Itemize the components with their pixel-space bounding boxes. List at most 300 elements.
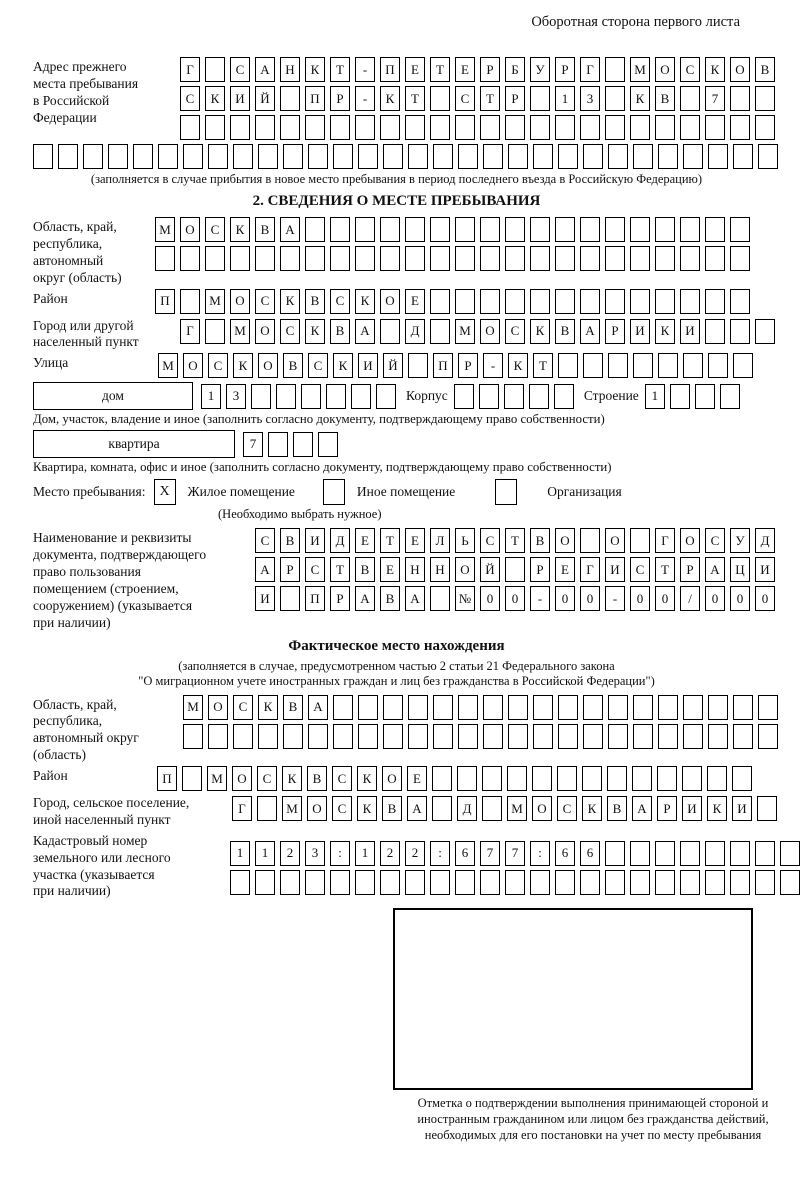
char-box[interactable]: Р [330, 586, 350, 611]
char-box[interactable]: Й [480, 557, 500, 582]
char-box[interactable] [730, 319, 750, 344]
checkbox-organizatsiya[interactable] [495, 479, 517, 505]
char-box[interactable]: В [255, 217, 275, 242]
char-box[interactable]: И [630, 319, 650, 344]
char-box[interactable] [733, 144, 753, 169]
char-box[interactable] [180, 115, 200, 140]
char-box[interactable]: 1 [555, 86, 575, 111]
char-box[interactable]: И [230, 86, 250, 111]
char-box[interactable]: А [580, 319, 600, 344]
char-box[interactable]: С [332, 766, 352, 791]
char-box[interactable] [555, 289, 575, 314]
char-box[interactable] [680, 246, 700, 271]
char-box[interactable]: О [680, 528, 700, 553]
char-box[interactable] [705, 870, 725, 895]
char-box[interactable]: 7 [505, 841, 525, 866]
char-box[interactable]: С [557, 796, 577, 821]
char-box[interactable]: С [480, 528, 500, 553]
char-box[interactable] [633, 353, 653, 378]
char-box[interactable] [608, 724, 628, 749]
char-box[interactable] [630, 289, 650, 314]
char-box[interactable] [280, 246, 300, 271]
char-box[interactable]: 0 [580, 586, 600, 611]
char-box[interactable]: О [307, 796, 327, 821]
char-box[interactable]: О [258, 353, 278, 378]
char-box[interactable]: А [308, 695, 328, 720]
char-box[interactable] [455, 870, 475, 895]
char-box[interactable]: В [755, 57, 775, 82]
char-box[interactable]: 0 [630, 586, 650, 611]
char-box[interactable] [730, 289, 750, 314]
char-box[interactable] [730, 217, 750, 242]
char-box[interactable] [605, 289, 625, 314]
char-box[interactable] [655, 870, 675, 895]
char-box[interactable]: Г [580, 57, 600, 82]
char-box[interactable]: 0 [705, 586, 725, 611]
char-box[interactable]: О [455, 557, 475, 582]
char-box[interactable]: И [680, 319, 700, 344]
char-box[interactable] [705, 289, 725, 314]
char-box[interactable] [555, 246, 575, 271]
char-box[interactable] [530, 246, 550, 271]
char-box[interactable]: : [330, 841, 350, 866]
char-box[interactable]: 2 [380, 841, 400, 866]
char-box[interactable] [530, 289, 550, 314]
char-box[interactable]: С [705, 528, 725, 553]
char-box[interactable] [380, 217, 400, 242]
char-box[interactable] [318, 432, 338, 457]
char-box[interactable] [383, 144, 403, 169]
char-box[interactable] [326, 384, 346, 409]
char-box[interactable] [255, 246, 275, 271]
char-box[interactable]: - [530, 586, 550, 611]
char-box[interactable] [405, 115, 425, 140]
char-box[interactable]: В [555, 319, 575, 344]
char-box[interactable] [355, 870, 375, 895]
char-box[interactable]: К [230, 217, 250, 242]
char-box[interactable] [308, 144, 328, 169]
char-box[interactable] [508, 695, 528, 720]
char-box[interactable] [657, 766, 677, 791]
char-box[interactable] [529, 384, 549, 409]
char-box[interactable] [183, 724, 203, 749]
char-box[interactable]: Г [180, 319, 200, 344]
char-box[interactable]: Ц [730, 557, 750, 582]
char-box[interactable] [558, 724, 578, 749]
char-box[interactable] [780, 841, 800, 866]
checkbox-inoe[interactable] [323, 479, 345, 505]
char-box[interactable] [408, 724, 428, 749]
char-box[interactable]: Е [405, 57, 425, 82]
char-box[interactable]: Т [380, 528, 400, 553]
char-box[interactable]: П [380, 57, 400, 82]
char-box[interactable] [305, 217, 325, 242]
char-box[interactable] [505, 246, 525, 271]
char-box[interactable] [755, 86, 775, 111]
char-box[interactable] [733, 724, 753, 749]
char-box[interactable]: - [483, 353, 503, 378]
char-box[interactable]: В [280, 528, 300, 553]
char-box[interactable] [658, 353, 678, 378]
char-box[interactable] [580, 217, 600, 242]
char-box[interactable] [280, 586, 300, 611]
char-box[interactable]: О [183, 353, 203, 378]
char-box[interactable] [458, 695, 478, 720]
char-box[interactable] [293, 432, 313, 457]
char-box[interactable]: 0 [480, 586, 500, 611]
char-box[interactable] [755, 115, 775, 140]
char-box[interactable]: В [380, 586, 400, 611]
char-box[interactable] [532, 766, 552, 791]
char-box[interactable] [205, 246, 225, 271]
char-box[interactable] [355, 246, 375, 271]
char-box[interactable]: С [257, 766, 277, 791]
char-box[interactable]: 2 [280, 841, 300, 866]
char-box[interactable]: Р [657, 796, 677, 821]
char-box[interactable]: К [205, 86, 225, 111]
char-box[interactable]: К [333, 353, 353, 378]
char-box[interactable]: Е [555, 557, 575, 582]
char-box[interactable]: О [480, 319, 500, 344]
char-box[interactable]: К [707, 796, 727, 821]
char-box[interactable] [333, 724, 353, 749]
char-box[interactable]: 1 [201, 384, 221, 409]
char-box[interactable] [432, 766, 452, 791]
char-box[interactable]: Т [330, 57, 350, 82]
char-box[interactable] [230, 115, 250, 140]
char-box[interactable] [554, 384, 574, 409]
char-box[interactable] [582, 766, 602, 791]
char-box[interactable] [670, 384, 690, 409]
char-box[interactable] [430, 319, 450, 344]
char-box[interactable]: П [433, 353, 453, 378]
char-box[interactable]: О [555, 528, 575, 553]
char-box[interactable]: И [305, 528, 325, 553]
char-box[interactable] [433, 724, 453, 749]
char-box[interactable] [605, 57, 625, 82]
char-box[interactable]: 3 [226, 384, 246, 409]
char-box[interactable]: В [330, 319, 350, 344]
char-box[interactable]: Г [180, 57, 200, 82]
char-box[interactable]: П [305, 86, 325, 111]
char-box[interactable]: А [255, 57, 275, 82]
char-box[interactable]: Е [380, 557, 400, 582]
char-box[interactable] [358, 724, 378, 749]
char-box[interactable]: 7 [705, 86, 725, 111]
char-box[interactable]: / [680, 586, 700, 611]
char-box[interactable] [655, 246, 675, 271]
char-box[interactable]: С [455, 86, 475, 111]
char-box[interactable] [408, 695, 428, 720]
char-box[interactable]: А [705, 557, 725, 582]
char-box[interactable] [580, 289, 600, 314]
char-box[interactable] [233, 144, 253, 169]
char-box[interactable] [205, 115, 225, 140]
char-box[interactable]: Е [405, 289, 425, 314]
char-box[interactable]: С [230, 57, 250, 82]
char-box[interactable] [480, 289, 500, 314]
char-box[interactable] [607, 766, 627, 791]
char-box[interactable] [430, 870, 450, 895]
char-box[interactable] [605, 86, 625, 111]
char-box[interactable]: Т [480, 86, 500, 111]
char-box[interactable] [680, 870, 700, 895]
char-box[interactable] [505, 217, 525, 242]
char-box[interactable]: Д [330, 528, 350, 553]
char-box[interactable] [605, 870, 625, 895]
char-box[interactable] [705, 115, 725, 140]
char-box[interactable] [633, 144, 653, 169]
char-box[interactable]: У [730, 528, 750, 553]
char-box[interactable] [233, 724, 253, 749]
char-box[interactable] [720, 384, 740, 409]
char-box[interactable] [705, 841, 725, 866]
char-box[interactable] [330, 246, 350, 271]
char-box[interactable] [205, 319, 225, 344]
char-box[interactable] [680, 289, 700, 314]
char-box[interactable] [333, 144, 353, 169]
char-box[interactable] [708, 724, 728, 749]
char-box[interactable] [408, 144, 428, 169]
char-box[interactable]: С [255, 528, 275, 553]
char-box[interactable] [255, 870, 275, 895]
char-box[interactable] [355, 217, 375, 242]
char-box[interactable] [408, 353, 428, 378]
char-box[interactable] [483, 695, 503, 720]
char-box[interactable]: И [605, 557, 625, 582]
char-box[interactable]: И [358, 353, 378, 378]
char-box[interactable]: О [605, 528, 625, 553]
char-box[interactable]: А [355, 319, 375, 344]
char-box[interactable] [633, 724, 653, 749]
char-box[interactable] [358, 144, 378, 169]
char-box[interactable] [683, 695, 703, 720]
char-box[interactable]: А [355, 586, 375, 611]
char-box[interactable]: 0 [730, 586, 750, 611]
char-box[interactable]: - [355, 86, 375, 111]
char-box[interactable]: Й [383, 353, 403, 378]
char-box[interactable]: Й [255, 86, 275, 111]
char-box[interactable]: Г [580, 557, 600, 582]
char-box[interactable]: 0 [655, 586, 675, 611]
char-box[interactable] [630, 217, 650, 242]
char-box[interactable] [205, 57, 225, 82]
char-box[interactable]: К [305, 319, 325, 344]
char-box[interactable]: Е [405, 528, 425, 553]
char-box[interactable] [708, 353, 728, 378]
char-box[interactable] [182, 766, 202, 791]
char-box[interactable]: Р [458, 353, 478, 378]
char-box[interactable]: В [307, 766, 327, 791]
char-box[interactable] [583, 724, 603, 749]
char-box[interactable]: С [205, 217, 225, 242]
char-box[interactable]: К [357, 796, 377, 821]
char-box[interactable]: Т [405, 86, 425, 111]
char-box[interactable]: Г [655, 528, 675, 553]
char-box[interactable]: О [208, 695, 228, 720]
char-box[interactable] [355, 115, 375, 140]
char-box[interactable]: С [680, 57, 700, 82]
char-box[interactable] [305, 115, 325, 140]
char-box[interactable] [380, 115, 400, 140]
char-box[interactable] [480, 870, 500, 895]
char-box[interactable] [780, 870, 800, 895]
char-box[interactable]: М [158, 353, 178, 378]
char-box[interactable]: К [280, 289, 300, 314]
char-box[interactable]: 1 [230, 841, 250, 866]
char-box[interactable]: С [505, 319, 525, 344]
char-box[interactable] [758, 144, 778, 169]
char-box[interactable]: 7 [480, 841, 500, 866]
char-box[interactable]: Г [232, 796, 252, 821]
char-box[interactable]: В [283, 353, 303, 378]
char-box[interactable] [608, 144, 628, 169]
char-box[interactable] [508, 724, 528, 749]
char-box[interactable] [730, 86, 750, 111]
char-box[interactable] [433, 695, 453, 720]
char-box[interactable]: Н [405, 557, 425, 582]
char-box[interactable] [658, 724, 678, 749]
char-box[interactable]: Р [680, 557, 700, 582]
char-box[interactable] [305, 246, 325, 271]
char-box[interactable] [405, 246, 425, 271]
char-box[interactable]: О [255, 319, 275, 344]
char-box[interactable]: П [155, 289, 175, 314]
char-box[interactable] [605, 115, 625, 140]
char-box[interactable] [580, 528, 600, 553]
char-box[interactable]: М [183, 695, 203, 720]
char-box[interactable] [558, 353, 578, 378]
char-box[interactable] [680, 86, 700, 111]
char-box[interactable] [755, 841, 775, 866]
char-box[interactable]: С [308, 353, 328, 378]
char-box[interactable] [33, 144, 53, 169]
char-box[interactable] [630, 246, 650, 271]
char-box[interactable]: К [530, 319, 550, 344]
char-box[interactable] [482, 766, 502, 791]
char-box[interactable] [555, 115, 575, 140]
char-box[interactable] [508, 144, 528, 169]
char-box[interactable]: М [207, 766, 227, 791]
char-box[interactable] [730, 870, 750, 895]
char-box[interactable]: В [355, 557, 375, 582]
char-box[interactable]: К [630, 86, 650, 111]
char-box[interactable] [504, 384, 524, 409]
char-box[interactable] [733, 353, 753, 378]
char-box[interactable] [133, 144, 153, 169]
char-box[interactable]: 6 [580, 841, 600, 866]
char-box[interactable] [301, 384, 321, 409]
char-box[interactable]: 1 [355, 841, 375, 866]
char-box[interactable]: С [332, 796, 352, 821]
char-box[interactable] [655, 841, 675, 866]
char-box[interactable] [430, 217, 450, 242]
char-box[interactable] [658, 695, 678, 720]
char-box[interactable]: И [682, 796, 702, 821]
char-box[interactable] [258, 724, 278, 749]
char-box[interactable]: О [180, 217, 200, 242]
char-box[interactable] [708, 144, 728, 169]
char-box[interactable]: П [305, 586, 325, 611]
char-box[interactable] [732, 766, 752, 791]
char-box[interactable] [433, 144, 453, 169]
char-box[interactable] [430, 586, 450, 611]
char-box[interactable] [608, 695, 628, 720]
char-box[interactable] [605, 246, 625, 271]
char-box[interactable] [758, 695, 778, 720]
char-box[interactable]: О [532, 796, 552, 821]
char-box[interactable] [283, 724, 303, 749]
char-box[interactable] [505, 870, 525, 895]
char-box[interactable]: Р [530, 557, 550, 582]
char-box[interactable] [430, 115, 450, 140]
char-box[interactable] [630, 115, 650, 140]
char-box[interactable] [533, 695, 553, 720]
char-box[interactable]: : [530, 841, 550, 866]
char-box[interactable]: Ь [455, 528, 475, 553]
char-box[interactable] [507, 766, 527, 791]
char-box[interactable]: А [632, 796, 652, 821]
char-box[interactable]: К [582, 796, 602, 821]
char-box[interactable] [482, 796, 502, 821]
char-box[interactable] [251, 384, 271, 409]
char-box[interactable] [530, 86, 550, 111]
char-box[interactable] [558, 144, 578, 169]
char-box[interactable] [683, 353, 703, 378]
checkbox-zhiloe[interactable]: X [154, 479, 176, 505]
char-box[interactable]: К [282, 766, 302, 791]
char-box[interactable] [180, 246, 200, 271]
char-box[interactable] [405, 217, 425, 242]
char-box[interactable] [258, 144, 278, 169]
char-box[interactable] [283, 144, 303, 169]
char-box[interactable] [280, 870, 300, 895]
char-box[interactable]: 3 [305, 841, 325, 866]
char-box[interactable] [255, 115, 275, 140]
char-box[interactable] [358, 695, 378, 720]
char-box[interactable] [376, 384, 396, 409]
char-box[interactable]: Б [505, 57, 525, 82]
char-box[interactable]: Е [407, 766, 427, 791]
char-box[interactable]: К [258, 695, 278, 720]
char-box[interactable] [655, 115, 675, 140]
char-box[interactable]: 1 [255, 841, 275, 866]
char-box[interactable] [330, 115, 350, 140]
char-box[interactable] [655, 217, 675, 242]
char-box[interactable]: С [255, 289, 275, 314]
char-box[interactable]: В [607, 796, 627, 821]
char-box[interactable] [630, 841, 650, 866]
char-box[interactable] [276, 384, 296, 409]
char-box[interactable] [580, 870, 600, 895]
char-box[interactable] [655, 289, 675, 314]
char-box[interactable] [680, 217, 700, 242]
char-box[interactable]: 1 [645, 384, 665, 409]
char-box[interactable] [530, 870, 550, 895]
char-box[interactable]: Т [330, 557, 350, 582]
char-box[interactable]: Т [430, 57, 450, 82]
char-box[interactable]: В [305, 289, 325, 314]
char-box[interactable]: Т [505, 528, 525, 553]
char-box[interactable] [305, 870, 325, 895]
char-box[interactable] [755, 319, 775, 344]
char-box[interactable] [557, 766, 577, 791]
char-box[interactable] [658, 144, 678, 169]
char-box[interactable] [757, 796, 777, 821]
char-box[interactable]: С [280, 319, 300, 344]
char-box[interactable] [505, 557, 525, 582]
char-box[interactable] [405, 870, 425, 895]
